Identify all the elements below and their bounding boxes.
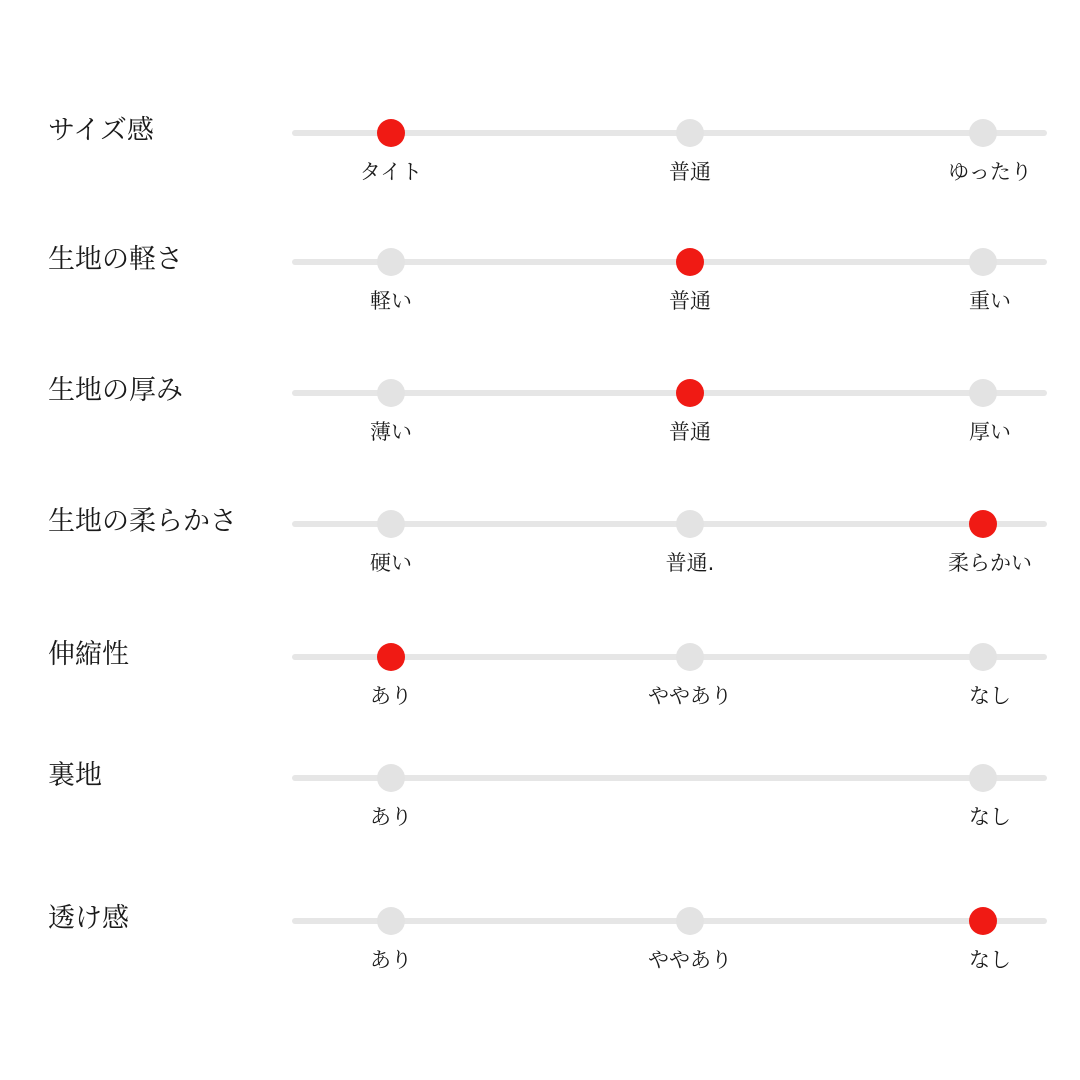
scale-option-label: あり	[370, 948, 412, 972]
scale-dot	[676, 119, 704, 147]
scale-track	[292, 259, 1047, 265]
scale-dot	[377, 248, 405, 276]
attribute-row	[0, 506, 1080, 604]
scale-option-label: 重い	[969, 289, 1011, 313]
scale-dot	[676, 510, 704, 538]
scale-dot-selected	[676, 379, 704, 407]
scale-option-label: タイト	[359, 160, 423, 184]
scale-dot	[676, 907, 704, 935]
scale-dot	[969, 643, 997, 671]
attribute-title: 生地の柔らかさ	[48, 506, 237, 537]
scale-option-label: 薄い	[370, 420, 412, 444]
attribute-title: サイズ感	[48, 115, 154, 146]
scale-option-label: 柔らかい	[948, 551, 1032, 575]
scale-option-label: ゆったり	[948, 160, 1032, 184]
scale-dot-selected	[969, 907, 997, 935]
attribute-row	[0, 375, 1080, 473]
attribute-title: 伸縮性	[48, 639, 129, 670]
scale-option-label: なし	[969, 948, 1011, 972]
attribute-row	[0, 244, 1080, 342]
scale-dot-selected	[969, 510, 997, 538]
attribute-title: 生地の軽さ	[48, 244, 183, 275]
scale-option-label: 普通	[669, 160, 711, 184]
attribute-row	[0, 639, 1080, 737]
scale-option-label: 普通	[669, 289, 711, 313]
scale-option-label: あり	[370, 805, 412, 829]
scale-option-label: 硬い	[370, 551, 412, 575]
scale-dot	[969, 379, 997, 407]
scale-option-label: ややあり	[648, 948, 732, 972]
scale-dot-selected	[676, 248, 704, 276]
scale-track	[292, 390, 1047, 396]
scale-dot	[377, 510, 405, 538]
scale-dot	[969, 248, 997, 276]
scale-dot	[969, 119, 997, 147]
scale-track	[292, 130, 1047, 136]
attribute-title: 生地の厚み	[48, 375, 183, 406]
scale-dot	[377, 379, 405, 407]
scale-track	[292, 654, 1047, 660]
scale-dot	[969, 764, 997, 792]
scale-option-label: あり	[370, 684, 412, 708]
attribute-title: 裏地	[48, 760, 102, 791]
scale-option-label: 軽い	[370, 289, 412, 313]
scale-option-label: なし	[969, 684, 1011, 708]
scale-track	[292, 918, 1047, 924]
scale-option-label: なし	[969, 805, 1011, 829]
attribute-row	[0, 903, 1080, 1001]
scale-dot	[676, 643, 704, 671]
scale-option-label: 厚い	[969, 420, 1011, 444]
scale-dot	[377, 764, 405, 792]
scale-dot	[377, 907, 405, 935]
scale-option-label: 普通	[669, 420, 711, 444]
scale-dot-selected	[377, 643, 405, 671]
scale-dot-selected	[377, 119, 405, 147]
attribute-title: 透け感	[48, 903, 129, 934]
attribute-row	[0, 115, 1080, 213]
scale-option-label: 普通.	[665, 551, 715, 575]
attribute-row	[0, 760, 1080, 858]
scale-track	[292, 521, 1047, 527]
scale-track	[292, 775, 1047, 781]
scale-option-label: ややあり	[648, 684, 732, 708]
